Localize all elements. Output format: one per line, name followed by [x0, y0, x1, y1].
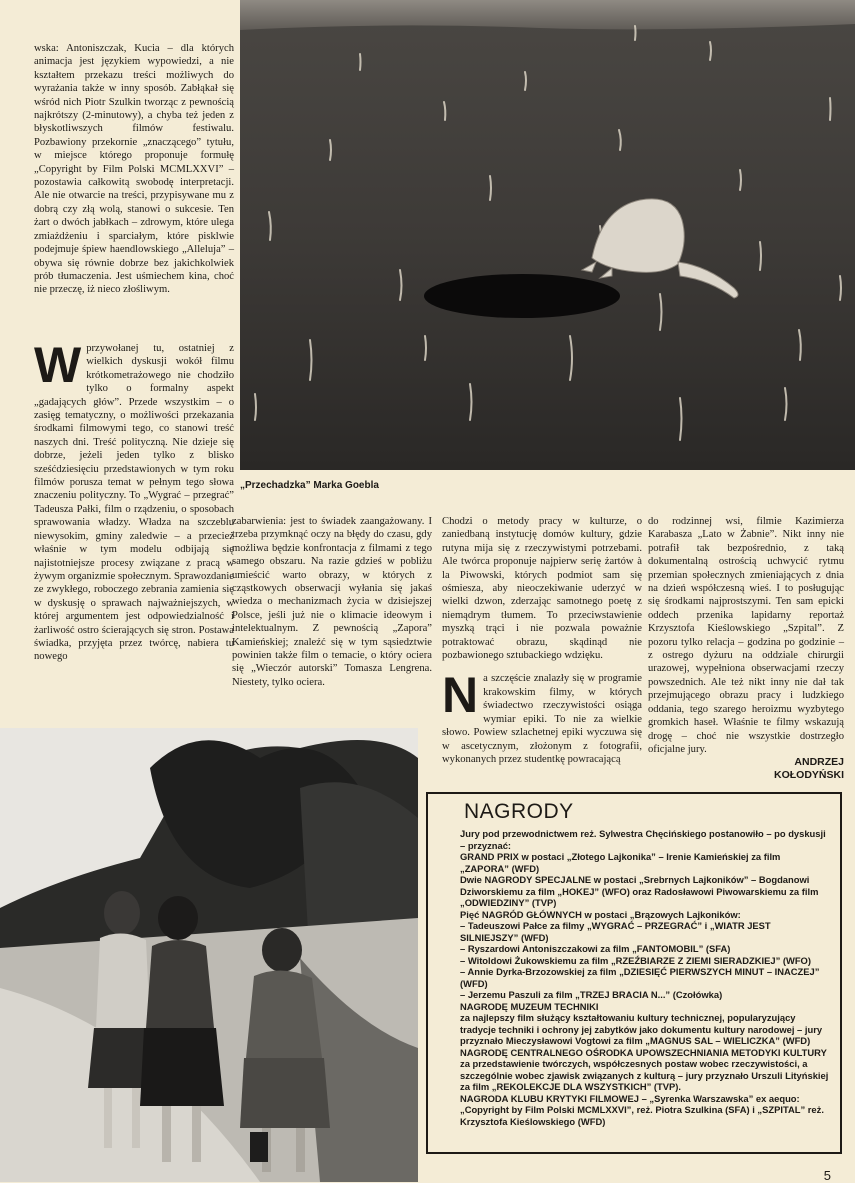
- section3-paragraph-part1: a szczęście znalazły się w programie krakowskim filmy, w których świadectwo rzeczywistości osiąga wymiar epiki. To nie za wielkie słowo. Powiew szlachetnej epiki wyczuwa się w ascetycznym, złożonym z fotografii, wykonanych przez studentkę powracającą: [442, 673, 642, 765]
- drop-cap-n: N: [442, 667, 479, 724]
- section2-paragraph-part3: Chodzi o metody pracy w kulturze, o zaniedbaną instytucję domów kultury, gdzie rutyna mija się z rzeczywistymi potrzebami. Ale twórca proponuje najpierw serię żartów à la Piwowski, których podmiot sam się ośmiesza, aby nieoczekiwanie uderzyć w wielki dzwon, zderzając samotnego poetę z niemądrym tłumem. To przeciwstawienie myszką trąci i nie pozwala poważnie potraktować obrazu, skądinąd nie pozbawionego sztubackiego wdzięku.: [442, 516, 642, 662]
- author-last-name: KOŁODYŃSKI: [773, 769, 844, 781]
- awards-title: NAGRODY: [464, 800, 574, 823]
- intro-paragraph: wska: Antoniszczak, Kucia – dla których animacja jest językiem wypowiedzi, a nie kształtem przekazu treści możliwych do wyrażania także w inny sposób. Zabłąkał się wśród nich Piotr Szulkin tworząc z pewnością najkrótszy (2-minutowy), a chyba też jeden z błyskotliwszych filmów festiwalu. Pozbawiony przekornie „znaczącego” tytułu, w miejsce którego proponuje formułę „Copyright by Film Polski MCMLXXVI” – pozostawia całkowitą swobodę interpretacji. Ale nie otwarcie na treści, przypisywane mu z dobrą czy złą wolą, stanowi o sukcesie. Ten żart o dwóch jabłkach – zdrowym, które ulega zmiażdżeniu i sparciałym, które pisklwie podejmuje śpiew haendlowskiego „Alleluja” – obywa się równie dobrze bez jakichkolwiek prób tłumaczenia. Jest uśmiechem kina, choć nie przeczę, iż nieco złośliwym.: [34, 43, 234, 296]
- awards-line: – Annie Dyrka-Brzozowskiej za film „DZIESIĘĆ PIERWSZYCH MINUT – INACZEJ” (WFD): [460, 966, 820, 989]
- article-column-2: [232, 515, 432, 689]
- article-column-intro: [34, 42, 234, 297]
- awards-line: Jury pod przewodnictwem reż. Sylwestra Chęcińskiego postanowiło – po dyskusji – przyznać:: [460, 828, 826, 851]
- awards-line: Dwie NAGRODY SPECJALNE w postaci „Srebrnych Lajkoników” – Bogdanowi Dziworskiemu za film „HOKEJ” (WFO) oraz Radosławowi Piwowarskiemu za film „ODWIEDZINY” (TVP): [460, 874, 819, 908]
- awards-line: GRAND PRIX w postaci „Złotego Lajkonika” – Irenie Kamieńskiej za film „ZAPORA” (WFD): [460, 851, 781, 874]
- author-signature: [648, 756, 844, 782]
- awards-line: „Copyright by Film Polski MCMLXXVI”, reż. Piotra Szulkina (SFA) i „SZPITAL” reż. Krzysztofa Kieślowskiego (WFD): [460, 1104, 824, 1127]
- section2-paragraph-part2: zabarwienia: jest to świadek zaangażowany. I trzeba przymknąć oczy na błędy do czasu, gdy możliwa będzie konfrontacja z filmami z tego samego obszaru. Na razie gdzieś w pobliżu umieścić warto obrazy, w których z cząstkowych obserwacji wyłania się jakaś wiedza o mechanizmach życia w dzisiejszej Polsce, jeśli już nie o klimacie ideowym i intelektualnym. Z pewnością „Zapora” Kamieńskiej; znaleźć się w tym sąsiedztwie powinien także film o temacie, o który ociera się „Wieczór autorski” Tomasza Lengrena. Niestety, tylko ociera.: [232, 516, 432, 688]
- awards-line: NAGRODĘ MUZEUM TECHNIKI: [460, 1000, 599, 1012]
- photo-women-on-road: [0, 728, 418, 1182]
- article-column-4: [648, 515, 844, 756]
- awards-line: – Jerzemu Paszuli za film „TRZEJ BRACIA N...” (Czołówka): [460, 989, 723, 1000]
- photo-graphic: [0, 728, 418, 1182]
- awards-line: – Tadeuszowi Pałce za filmy „WYGRAĆ – PRZEGRAĆ” i „WIATR JEST SILNIEJSZY” (WFD): [460, 920, 771, 943]
- awards-line: NAGRODĘ CENTRALNEGO OŚRODKA UPOWSZECHNIANIA METODYKI KULTURY za przedstawienie twórczych, współczesnych postaw wobec rzeczywistości, a szczególnie wobec zjawisk związanych z kulturą – jury przyznało Urszuli Lityńskiej za film „REKOLEKCJE DLA WSZYSTKICH” (TVP).: [460, 1046, 829, 1092]
- awards-line: Pięć NAGRÓD GŁÓWNYCH w postaci „Brązowych Lajkoników:: [460, 908, 741, 920]
- section2-paragraph-part1: przywołanej tu, ostatniej z wielkich dyskusji wokół filmu krótkometrażowego nie chodziło tylko o formalny aspekt „gadających głów”. Przede wszystkim – o zasięg tematyczny, o możliwości przekazania środkami filmowymi tego, co stanowi treść naszych dni. Treść polityczną. Nie dzieje się dobrze, jeżeli jeden tylko z blisko sześćdziesięciu przedstawionych w tym roku filmów porusza temat w pełnym tego słowa znaczeniu polityczny. To „Wygrać – przegrać” Tadeusza Pałki, film o rządzeniu, o sposobach sprawowania władzy. Władza na szczeblu niewysokim, gminy zaledwie – a przecież właśnie w tym modelu odbijają się najistotniejsze procesy związane z pracą w żywym organizmie społecznym. Sprawozdanie ze zwykłego, roboczego zebrania zamienia się w dyskusję o sprawach najważniejszych, w której argumentem jest odpowiedzialność i żarliwość ostro ścierających się stron. Postawa świadka, przyjęta przez twórcę, nabiera tu nowego: [34, 343, 234, 663]
- author-first-name: ANDRZEJ: [794, 756, 844, 768]
- awards-line: za najlepszy film służący kształtowaniu kultury technicznej, popularyzujący tradycje techniki i ochrony jej zabytków jako dokumentu kultury narodowej – jury przyznało Mieczysławowi Vogtowi za film „MAGNUS SAL – WIELICZKA” (WFD): [460, 1012, 823, 1046]
- awards-list: [438, 828, 830, 1127]
- drop-cap-w: W: [34, 337, 82, 393]
- illustration-graphic: [240, 0, 855, 470]
- section3-paragraph-part2: do rodzinnej wsi, filmie Kazimierza Karabasza „Lato w Żabnie”. Nikt inny nie potrafił tak bezpośrednio, z taką dokumentalną ostrością uchwycić rytmu przemian społecznych zmieniających z dnia na dzień współczesną wieś. I to posługując się środkami najprostszymi. Ten sam epicki oddech przenika lapidarny reportaż Krzysztofa Kieślowskiego „Szpital”. Z pozoru tylko relacja – godzina po godzinie – z ostrego dyżuru na oddziale chirurgii urazowej, wypełniona obserwacjami rzeczy powszednich. Ale też nikt inny nie dał tak przejmującego obrazu pracy i ludzkiego oddania, tego szarego heroizmu wyzbytego gromkich haseł. Właśnie te filmy wskazują drogę – choć nie wszystkie dostrzegło oficjalne jury.: [648, 516, 844, 755]
- article-column-1: [34, 337, 234, 664]
- awards-box: [426, 792, 842, 1154]
- film-still-illustration: [240, 0, 855, 470]
- awards-line: NAGRODA KLUBU KRYTYKI FILMOWEJ – „Syrenka Warszawska” ex aequo:: [460, 1092, 800, 1104]
- awards-line: – Ryszardowi Antoniszczakowi za film „FANTOMOBIL” (SFA): [460, 943, 731, 954]
- photo-caption: „Przechadzka” Marka Goebla: [240, 480, 379, 491]
- awards-line: – Witoldowi Żukowskiemu za film „RZEŹBIARZE Z ZIEMI SIERADZKIEJ” (WFO): [460, 954, 811, 966]
- page-number: 5: [823, 1168, 831, 1183]
- article-column-3: [442, 515, 642, 766]
